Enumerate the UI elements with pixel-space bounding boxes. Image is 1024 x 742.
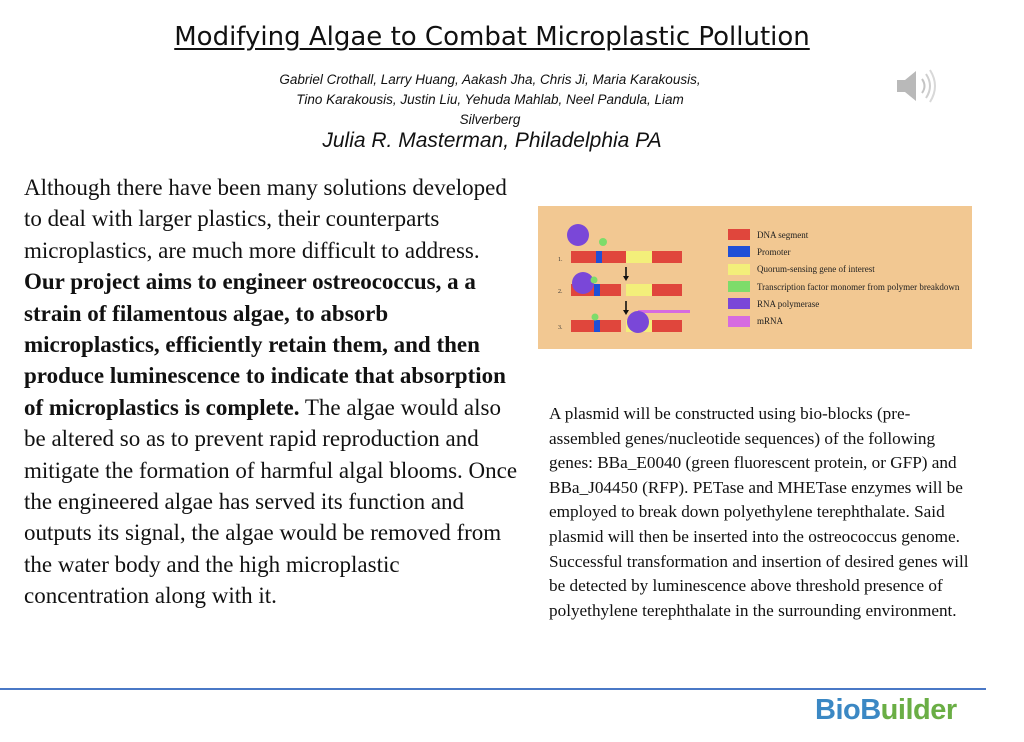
legend-swatch [728,264,750,275]
legend-item-rna-polymerase [728,295,959,312]
logo-part-builder: uilder [880,694,957,726]
legend-label: DNA segment [757,229,809,240]
plasmid-paragraph: A plasmid will be constructed using bio-blocks (pre-assembled genes/nucleotide sequences) of the following genes: BBa_E0040 (green fluorescent protein, or GFP) and BBa_J04450 (RFP). PETase and MHETase enzymes will be employed to break down polyethylene terephthalate. Said plasmid will then be inserted into the ostreococcus genome. Successful transformation and insertion of desired genes will be detected by luminescence above threshold presence of polyethylene terephthalate in the surrounding environment. [549,404,969,620]
footer-divider [0,688,986,690]
legend-swatch [728,281,750,292]
dna-strand-step-3 [571,310,690,333]
step-number: 1. [558,257,563,263]
legend-swatch [728,316,750,327]
legend-item-gene-of-interest [728,261,959,278]
legend-item-transcription-factor [728,278,959,295]
intro-paragraph [24,172,524,612]
slide-title: Modifying Algae to Combat Microplastic Pollution [174,22,810,52]
legend-label: Quorum-sensing gene of interest [757,264,875,275]
authors-line: Gabriel Crothall, Larry Huang, Aakash Jha, Chris Ji, Maria Karakousis, [279,72,701,87]
intro-text: Although there have been many solutions developed to deal with larger plastics, their counterparts microplastics, are much more difficult to address. [24,175,507,263]
dna-strand-step-1 [567,224,682,263]
speaker-icon[interactable] [894,66,940,106]
gene-diagram [538,206,972,349]
authors-line: Tino Karakousis, Justin Liu, Yehuda Mahlab, Neel Pandula, Liam [296,92,684,107]
project-aim-text: Our project aims to engineer ostreococcus, a a strain of filamentous algae, to absorb microplastics, efficiently retain them, and then produce luminescence to indicate that absorption of microplastics is complete. [24,269,506,420]
arrow-down-icon [623,301,629,315]
diagram-legend [728,226,959,330]
logo-part-bio: BioB [815,694,881,726]
step-number: 3. [558,325,563,331]
school-name: Julia R. Masterman, Philadelphia PA [322,129,662,152]
authors [240,70,740,130]
legend-item-mrna [728,312,959,329]
legend-label: Transcription factor monomer from polymer breakdown [757,281,960,292]
legend-item-dna-segment [728,226,959,243]
legend-swatch [728,246,750,257]
step-number: 2. [558,289,563,295]
legend-label: mRNA [757,316,784,327]
legend-item-promoter [728,243,959,260]
legend-label: RNA polymerase [757,298,820,309]
legend-swatch [728,229,750,240]
legend-swatch [728,298,750,309]
authors-line: Silverberg [459,112,521,127]
arrow-down-icon [623,267,629,281]
intro-continuation: The algae would also be altered so as to prevent rapid reproduction and mitigate the formation of harmful algal blooms. Once the engineered algae has served its function and outputs its signal, the algae would be removed from the water body and the high microplastic concentration along with it. [24,394,518,609]
legend-label: Promoter [757,246,791,257]
biobuilder-logo [815,694,957,727]
